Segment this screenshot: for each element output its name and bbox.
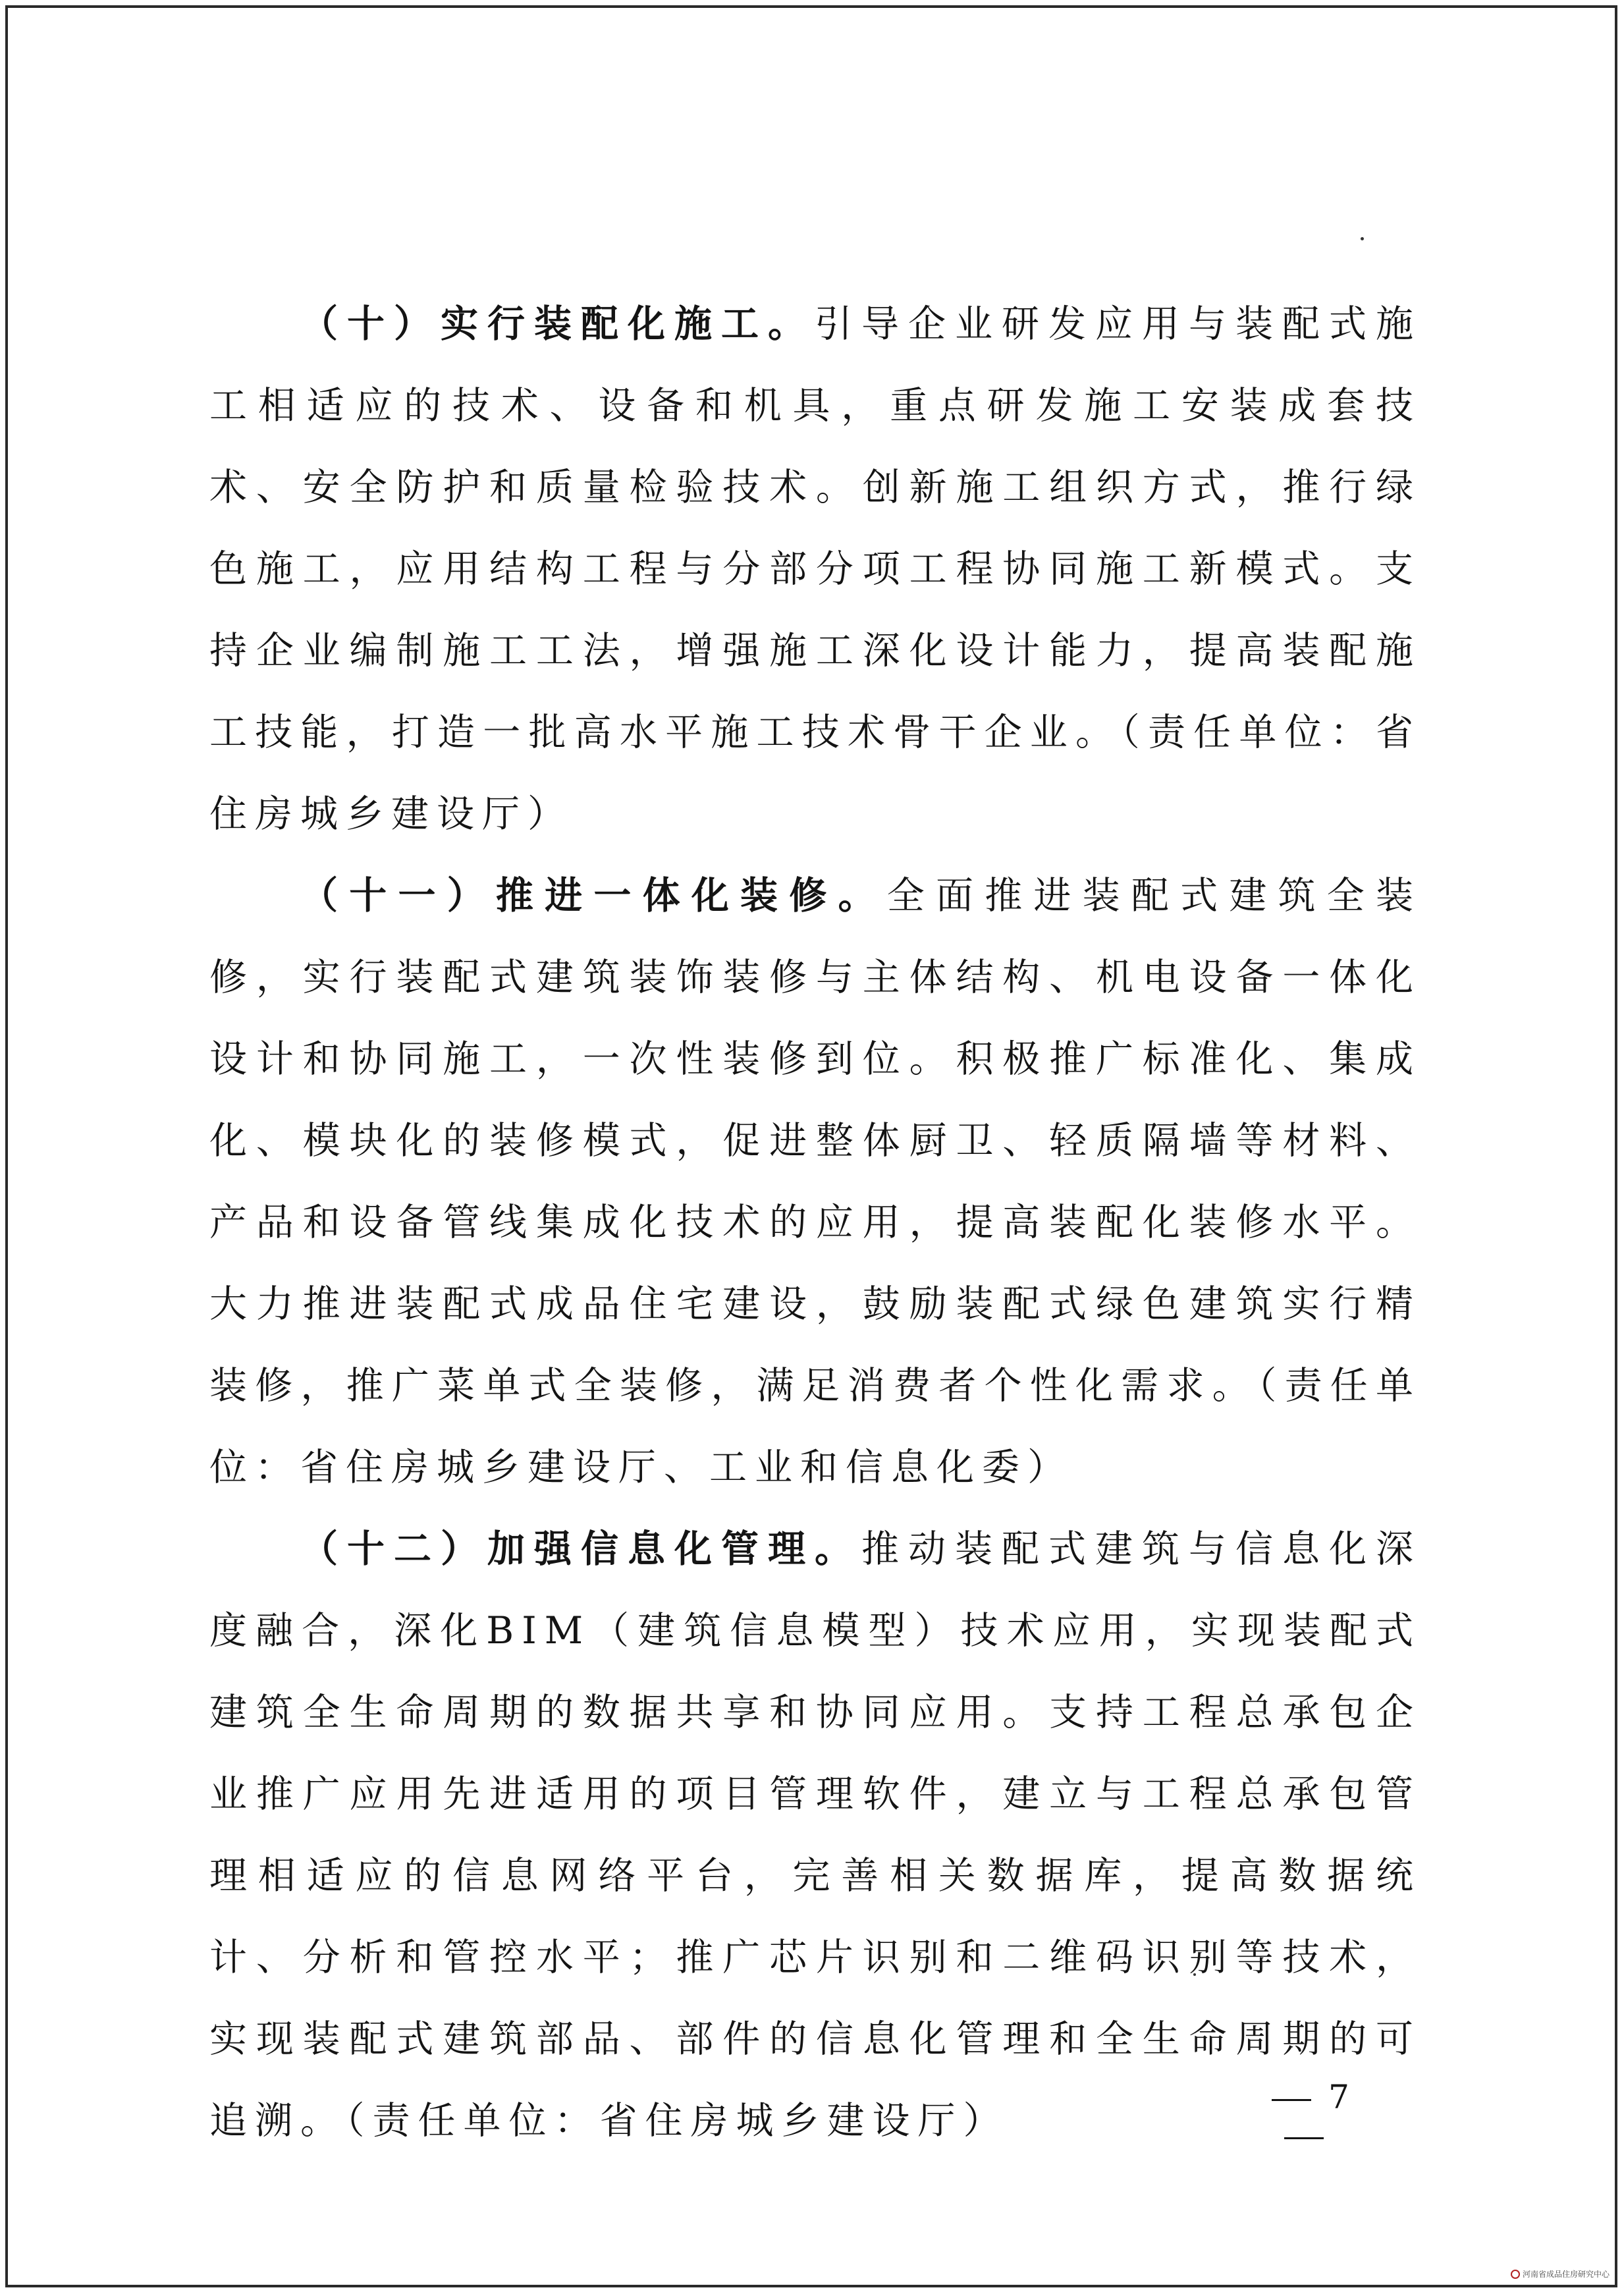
paragraph-heading: （十）实行装配化施工。 <box>300 302 815 346</box>
paragraph-text: 推动装配式建筑与信息化深度融合，深化BIM（建筑信息模型）技术应用，实现装配式建筑全生命周期的数据共享和协同应用。支持工程总承包企业推广应用先进适用的项目管理软件，建立与工程总承包管理相适应的信息网络平台，完善相关数据库，提高数据统计、分析和管控水平；推广芯片识别和二维码识别等技术，实现装配式建筑部品、部件的信息化管理和全生命周期的可追溯。（责任单位：省住房城乡建设厅） <box>209 1527 1421 2143</box>
paragraph-heading: （十一）推进一体化装修。 <box>300 873 887 917</box>
document-body <box>209 283 1421 2162</box>
watermark-text: 河南省成品住房研究中心 <box>1522 2270 1610 2279</box>
dash-left <box>1272 2099 1311 2101</box>
seal-icon <box>1511 2270 1520 2279</box>
paragraph-decoration <box>209 855 1421 1508</box>
paragraph-heading: （十二）加强信息化管理。 <box>300 1527 861 1571</box>
dash-right <box>1284 2137 1324 2139</box>
page-number <box>1225 2078 1383 2154</box>
page-number-value: 7 <box>1328 2078 1353 2116</box>
watermark <box>1511 2268 1610 2280</box>
paragraph-informatization <box>209 1508 1421 2162</box>
paragraph-text: 引导企业研发应用与装配式施工相适应的技术、设备和机具，重点研发施工安装成套技术、安全防护和质量检验技术。创新施工组织方式，推行绿色施工，应用结构工程与分部分项工程协同施工新模式。支持企业编制施工工法，增强施工深化设计能力，提高装配施工技能，打造一批高水平施工技术骨干企业。（责任单位：省住房城乡建设厅） <box>209 302 1421 836</box>
paragraph-text: 全面推进装配式建筑全装修，实行装配式建筑装饰装修与主体结构、机电设备一体化设计和协同施工，一次性装修到位。积极推广标准化、集成化、模块化的装修模式，促进整体厨卫、轻质隔墙等材料、产品和设备管线集成化技术的应用，提高装配化装修水平。大力推进装配式成品住宅建设，鼓励装配式绿色建筑实行精装修，推广菜单式全装修，满足消费者个性化需求。（责任单位：省住房城乡建设厅、工业和信息化委） <box>209 874 1422 1489</box>
paragraph-construction <box>209 283 1421 855</box>
scan-speck <box>1361 237 1364 240</box>
